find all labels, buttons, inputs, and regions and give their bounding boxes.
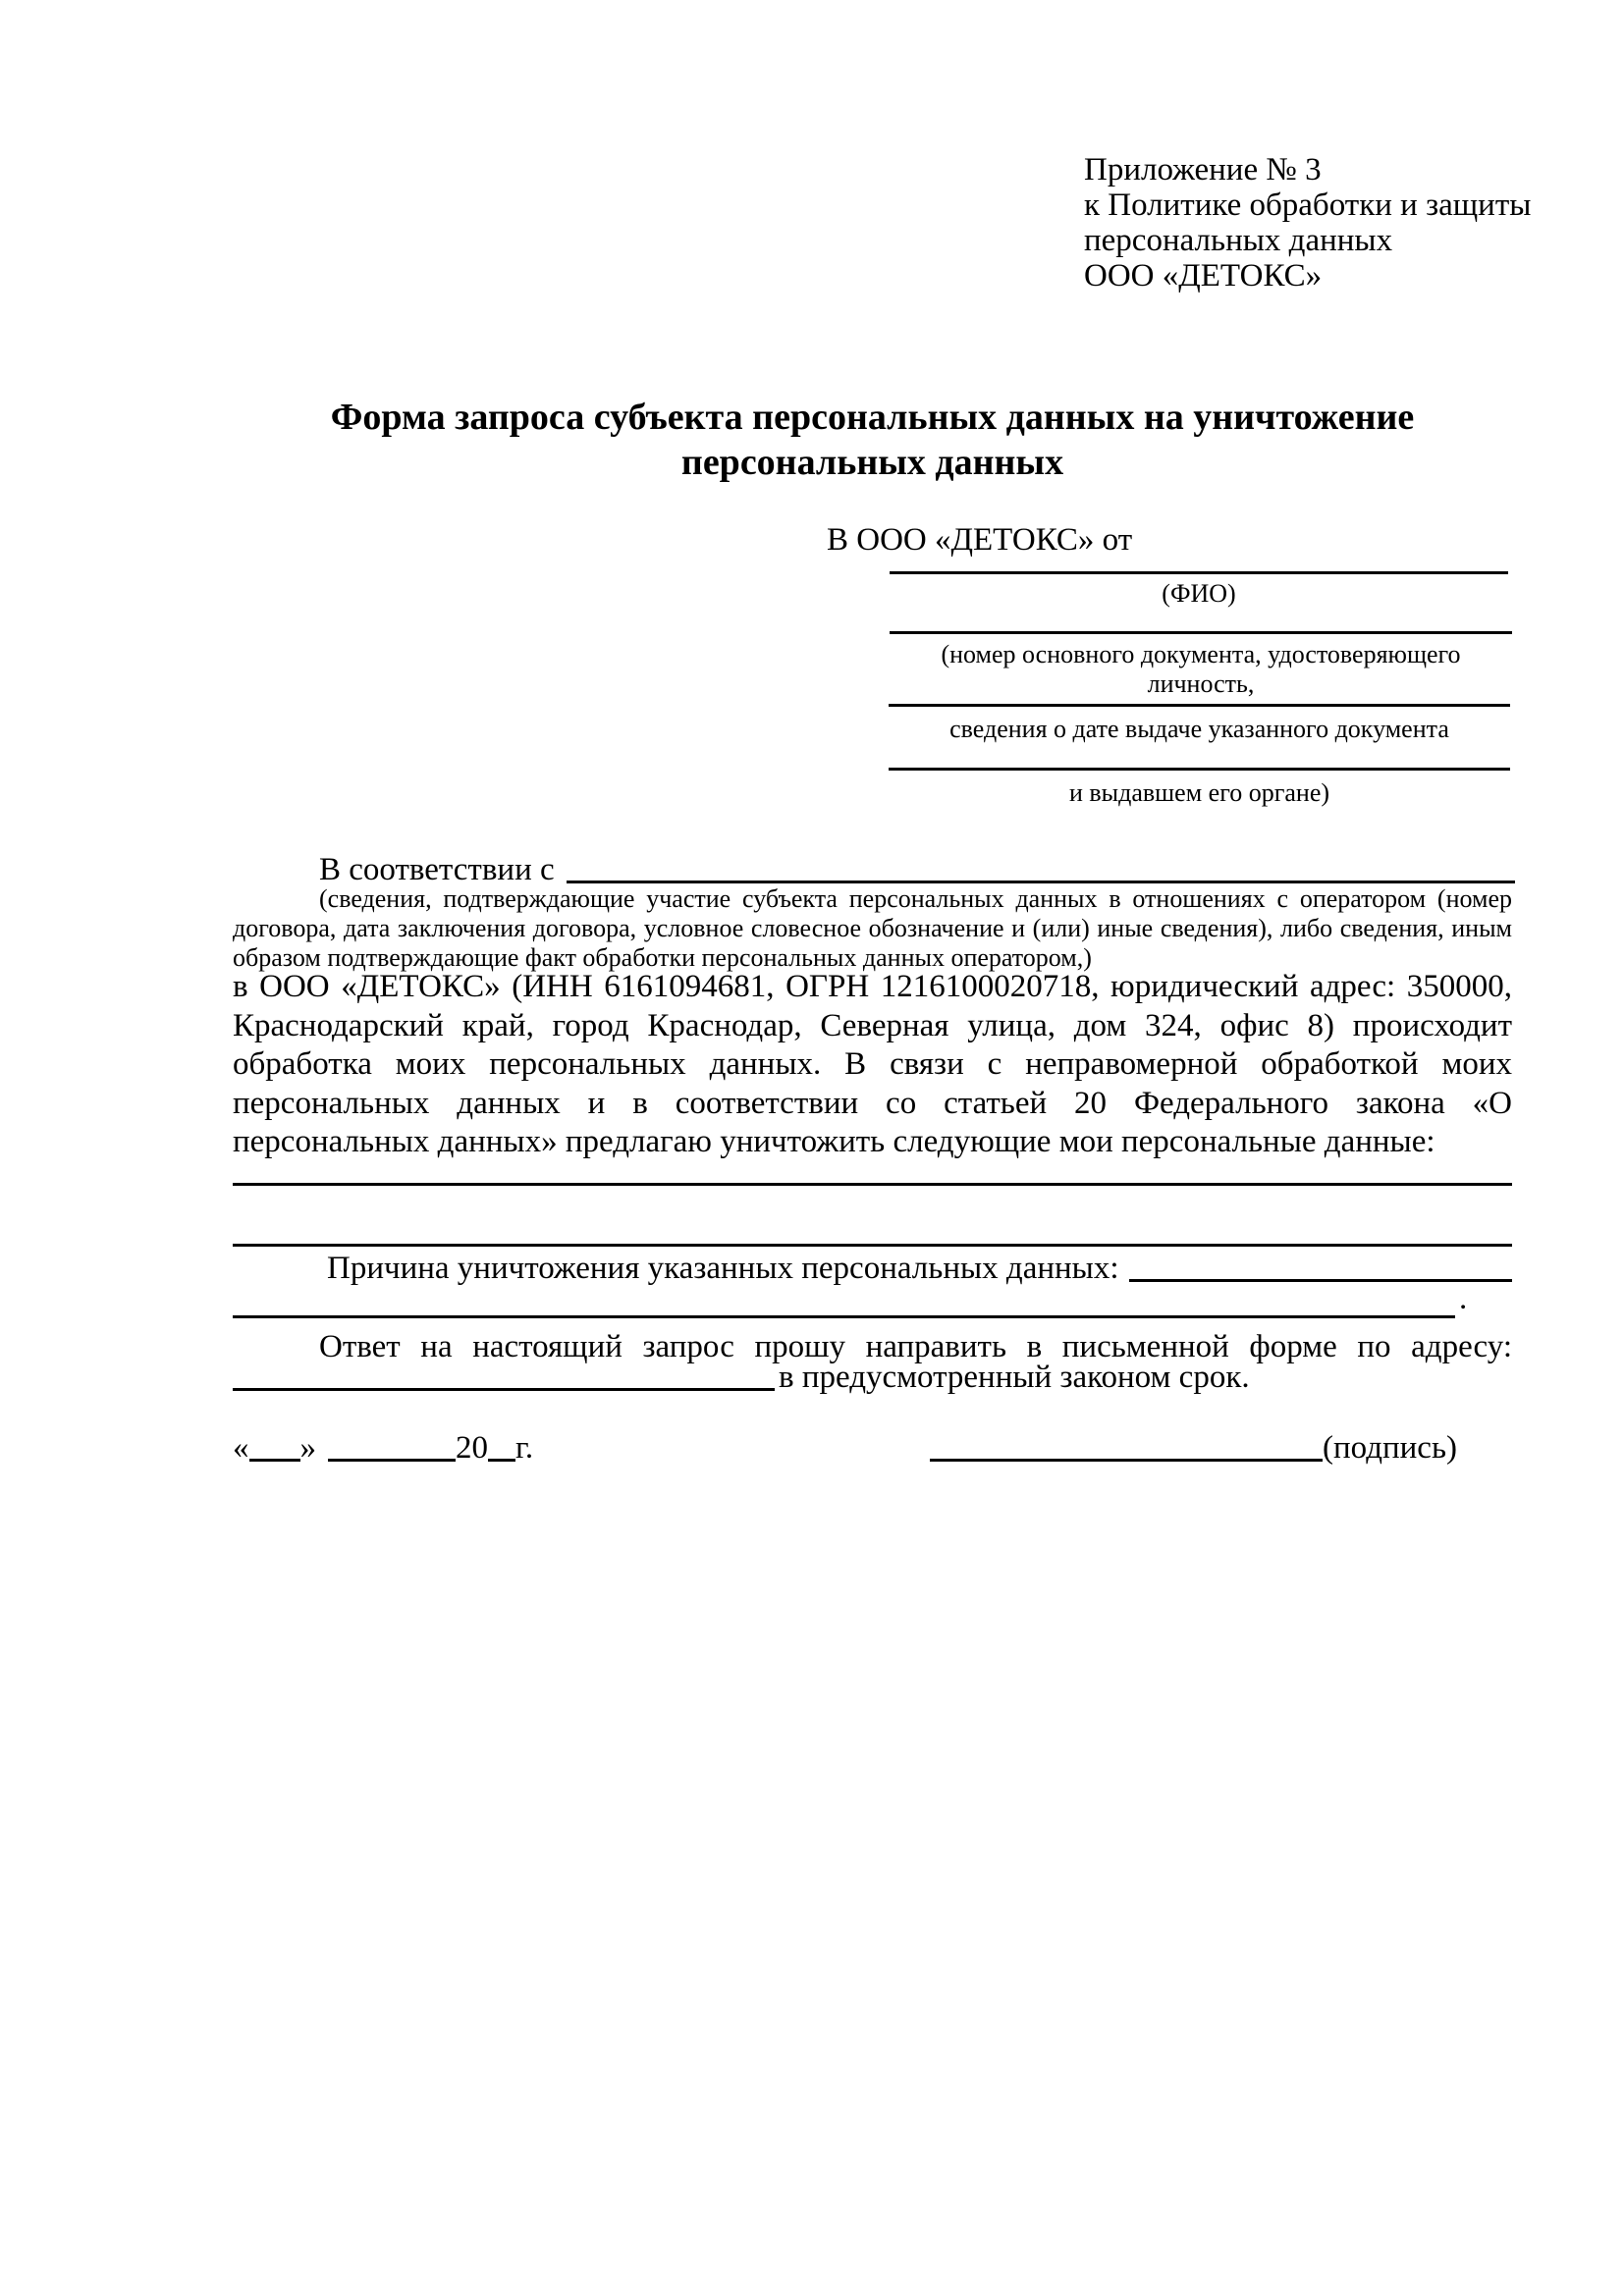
signature-row [930, 1428, 1457, 1468]
personal-data-blank-line-2 [233, 1244, 1512, 1247]
fio-caption: (ФИО) [1162, 579, 1236, 608]
address-row [233, 1358, 1512, 1397]
according-blank-line [567, 881, 1515, 883]
reason-row [327, 1249, 1512, 1288]
doc-issuer-blank-line [889, 768, 1510, 771]
according-row [319, 850, 1515, 889]
date-open-quote: « [233, 1430, 249, 1466]
appendix-line-1: Приложение № 3 [1084, 152, 1322, 187]
date-year-blank [488, 1459, 515, 1462]
doc-issuer-caption: и выдавшем его органе) [1068, 778, 1330, 807]
date-month-blank [328, 1459, 456, 1462]
reason-blank-line [1129, 1279, 1512, 1282]
signature-caption: (подпись) [1323, 1430, 1457, 1466]
date-day-blank [249, 1459, 300, 1462]
fine-print-note: (сведения, подтверждающие участие субъекта персональных данных в отношениях с оператором (номер договора, дата заключения договора, условное словесное обозначение и (или) иные сведения), либо сведения, иным образом подтверждающие факт обработки персональных данных оператором,) [233, 884, 1512, 972]
body-paragraph: в ООО «ДЕТОКС» (ИНН 6161094681, ОГРН 1216100020718, юридический адрес: 350000, Краснодарский край, город Краснодар, Северная улица, дом 324, офис 8) происходит обработка моих персональных данных. В связи с неправомерной обработкой моих персональных данных и в соответствии со статьей 20 Федерального закона «О персональных данных» предлагаю уничтожить следующие мои персональные данные: [233, 969, 1512, 1159]
title-line-2: персональных данных [680, 442, 1064, 483]
sentence-period: . [1459, 1281, 1468, 1316]
date-year-suffix: г. [515, 1430, 534, 1466]
date-year-prefix: 20 [456, 1430, 488, 1466]
fio-blank-line [890, 571, 1508, 574]
according-label: В соответствии с [319, 852, 555, 887]
doc-date-blank-line [889, 704, 1510, 707]
response-paragraph: Ответ на настоящий запрос прошу направить в письменной форме по адресу: [319, 1329, 1512, 1364]
title-line-1: Форма запроса субъекта персональных данных на уничтожение [330, 397, 1415, 438]
appendix-line-3: персональных данных [1084, 223, 1393, 258]
doc-number-blank-line [890, 631, 1512, 634]
doc-date-caption: сведения о дате выдаче указанного документа [949, 715, 1449, 743]
recipient-line: В ООО «ДЕТОКС» от [827, 522, 1133, 558]
response-tail: в предусмотренный законом срок. [779, 1360, 1250, 1395]
signature-blank-line [930, 1459, 1323, 1462]
reason-label: Причина уничтожения указанных персональных данных: [327, 1251, 1119, 1286]
appendix-line-4: ООО «ДЕТОКС» [1084, 258, 1323, 294]
appendix-line-2: к Политике обработки и защиты [1084, 187, 1532, 223]
reason-blank-line-2 [233, 1315, 1455, 1318]
personal-data-blank-line-1 [233, 1183, 1512, 1186]
address-blank-line [233, 1388, 775, 1391]
document-title [233, 395, 1512, 485]
date-row [233, 1428, 533, 1468]
date-close-quote: » [299, 1430, 316, 1466]
doc-number-caption: (номер основного документа, удостоверяющего личность, [941, 640, 1461, 698]
appendix-block [1084, 152, 1531, 294]
